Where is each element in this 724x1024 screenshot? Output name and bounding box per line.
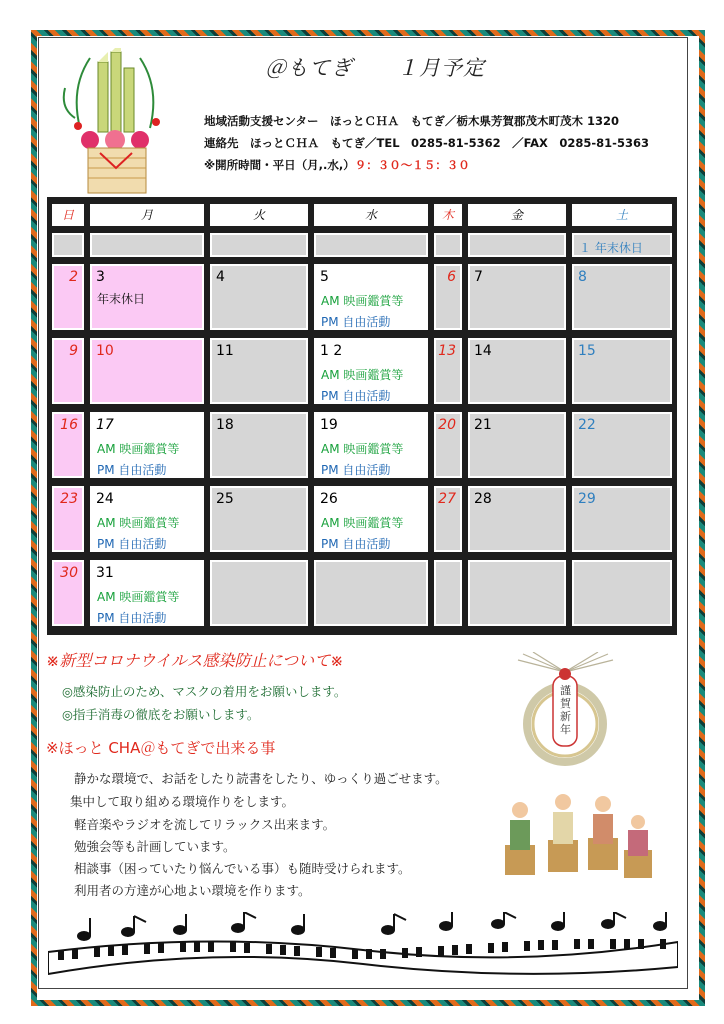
calendar-cell — [434, 233, 462, 257]
day-number: 8 — [578, 269, 587, 285]
pm-activity: PM 自由活動 — [321, 537, 391, 551]
am-activity: AM 映画鑑賞等 — [97, 590, 180, 604]
calendar-cell — [52, 560, 84, 626]
calendar-cell — [90, 233, 204, 257]
calendar-cell — [210, 412, 308, 478]
feature-item: 静かな環境で、お話をしたり読書をしたり、ゆっくり過ごせます。 — [74, 771, 448, 786]
am-activity: AM 映画鑑賞等 — [321, 442, 404, 456]
calendar-cell — [52, 233, 84, 257]
kadomatsu-icon — [60, 48, 172, 198]
header-sun: 日 — [52, 204, 84, 226]
day-number: 18 — [216, 417, 234, 433]
am-activity: AM 映画鑑賞等 — [97, 516, 180, 530]
day-number: 3 — [96, 269, 105, 285]
day-number: 26 — [320, 491, 338, 507]
calendar-cell — [468, 412, 566, 478]
jan1-holiday: １ 年末休日 — [579, 241, 643, 255]
day-number: 20 — [438, 417, 456, 433]
pm-activity: PM 自由活動 — [97, 537, 167, 551]
calendar-cell — [210, 486, 308, 552]
day-number: 4 — [216, 269, 225, 285]
features-heading: ※ほっと CHA＠もてぎで出来る事 — [46, 739, 276, 757]
feature-item: 相談事（困っていたり悩んでいる事）も随時受けられます。 — [74, 861, 411, 876]
pm-activity: PM 自由活動 — [97, 611, 167, 625]
day-number: 2 — [69, 269, 78, 285]
calendar-cell — [434, 264, 462, 330]
calendar-cell — [210, 264, 308, 330]
feature-item: 利用者の方達が心地よい環境を作ります。 — [74, 883, 311, 898]
calendar-cell — [210, 338, 308, 404]
day-number: 19 — [320, 417, 338, 433]
header-tue: 火 — [210, 204, 308, 226]
day-number: 7 — [474, 269, 483, 285]
calendar-cell — [468, 338, 566, 404]
center-address: 地域活動支援センター ほっとＣＨＡ もてぎ／栃木県芳賀郡茂木町茂木 1320 — [204, 114, 620, 128]
day-number: 13 — [438, 343, 456, 359]
calendar-cell — [468, 233, 566, 257]
pm-activity: PM 自由活動 — [321, 389, 391, 403]
day-number: 1 2 — [320, 343, 343, 359]
day-number: 6 — [447, 269, 456, 285]
day-number: 16 — [60, 417, 78, 433]
holiday-label: 年末休日 — [97, 292, 146, 306]
calendar-cell — [90, 412, 204, 478]
pm-activity: PM 自由活動 — [321, 463, 391, 477]
calendar-cell — [572, 338, 672, 404]
day-number: 11 — [216, 343, 234, 359]
calendar-cell — [90, 264, 204, 330]
calendar-cell — [314, 412, 428, 478]
header-wed: 水 — [314, 204, 428, 226]
opening-hours — [204, 157, 470, 173]
day-number: 25 — [216, 491, 234, 507]
calendar-cell — [210, 560, 308, 626]
contact-line: 連絡先 ほっとＣＨＡ もてぎ／TEL 0285-81-5362 ／FAX 0285-81-5363 — [204, 136, 649, 150]
calendar-cell — [314, 560, 428, 626]
calendar-cell — [210, 233, 308, 257]
calendar-cell — [572, 264, 672, 330]
calendar-cell — [314, 338, 428, 404]
calendar-cell — [90, 560, 204, 626]
am-activity: AM 映画鑑賞等 — [97, 442, 180, 456]
covid-heading: ※新型コロナウイルス感染防止について※ — [46, 651, 344, 670]
day-number: 27 — [438, 491, 456, 507]
calendar-cell — [52, 486, 84, 552]
day-number: 22 — [578, 417, 596, 433]
day-number: 28 — [474, 491, 492, 507]
day-number: 9 — [69, 343, 78, 359]
pm-activity: PM 自由活動 — [97, 463, 167, 477]
page-title: ＠もてぎ １月予定 — [265, 56, 485, 80]
feature-item: 集中して取り組める環境作りをします。 — [70, 794, 295, 809]
am-activity: AM 映画鑑賞等 — [321, 294, 404, 308]
wreath-text: 謹賀新年 — [560, 684, 571, 736]
calendar-cell — [434, 412, 462, 478]
am-activity: AM 映画鑑賞等 — [321, 368, 404, 382]
calendar-cell — [90, 486, 204, 552]
calendar-cell — [52, 412, 84, 478]
day-number: 15 — [578, 343, 596, 359]
day-number: 29 — [578, 491, 596, 507]
am-activity: AM 映画鑑賞等 — [321, 516, 404, 530]
day-number: 21 — [474, 417, 492, 433]
calendar-cell-jan1 — [572, 233, 672, 257]
calendar-cell — [468, 560, 566, 626]
calendar-cell — [90, 338, 204, 404]
calendar-cell — [314, 486, 428, 552]
calendar-cell — [434, 560, 462, 626]
day-number: 14 — [474, 343, 492, 359]
seniors-illustration-icon — [500, 790, 660, 890]
day-number: 30 — [60, 565, 78, 581]
calendar-cell — [314, 233, 428, 257]
calendar-cell — [434, 338, 462, 404]
piano-keys-decoration — [48, 912, 678, 982]
calendar-cell — [434, 486, 462, 552]
hours-value: ９：３０〜１５：３０ — [354, 158, 470, 172]
header-thu: 木 — [434, 204, 462, 226]
day-number: 10 — [96, 343, 114, 359]
calendar-cell — [52, 264, 84, 330]
header-mon: 月 — [90, 204, 204, 226]
day-number: 24 — [96, 491, 114, 507]
calendar-cell — [572, 412, 672, 478]
feature-item: 勉強会等も計画しています。 — [74, 839, 236, 854]
pm-activity: PM 自由活動 — [321, 315, 391, 329]
calendar-cell — [572, 486, 672, 552]
hours-label: ※開所時間・平日（月,.水,） — [204, 158, 355, 172]
day-number: 31 — [96, 565, 114, 581]
calendar-cell — [572, 560, 672, 626]
day-number: 17 — [96, 417, 114, 433]
day-number: 5 — [320, 269, 329, 285]
header-fri: 金 — [468, 204, 566, 226]
calendar-cell — [468, 486, 566, 552]
calendar-cell — [52, 338, 84, 404]
calendar-cell — [314, 264, 428, 330]
feature-item: 軽音楽やラジオを流してリラックス出来ます。 — [74, 817, 336, 832]
covid-note: ◎指手消毒の徹底をお願いします。 — [62, 707, 260, 722]
covid-note: ◎感染防止のため、マスクの着用をお願いします。 — [62, 684, 347, 699]
day-number: 23 — [60, 491, 78, 507]
header-sat: 土 — [572, 204, 672, 226]
calendar-cell — [468, 264, 566, 330]
